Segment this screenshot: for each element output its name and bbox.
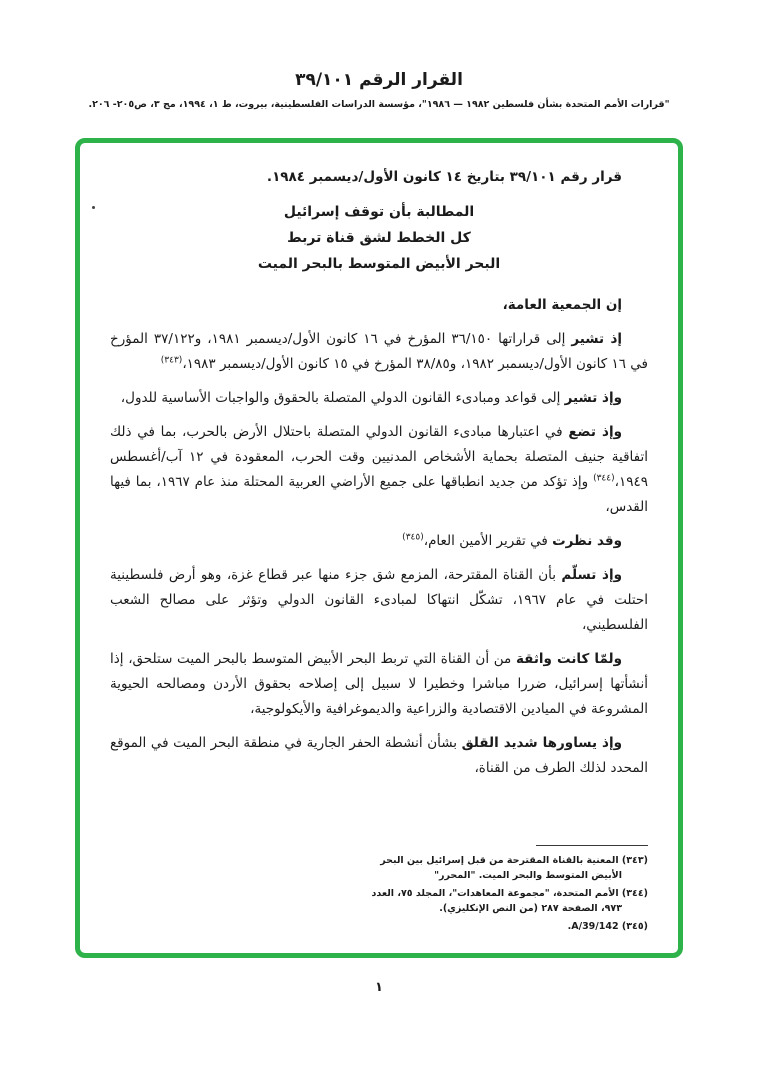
paragraph-text: وإذ تؤكد من جديد انطباقها على جميع الأراضي العربية المحتلة منذ عام ١٩٦٧، بما فيها القدس، [110,474,648,515]
paragraph-lead: إن الجمعية العامة، [502,297,622,313]
paragraph-lead: وإذ تضع [568,424,622,440]
paragraph-lead: وقد نظرت [552,533,622,549]
paragraph-text: في اعتبارها مبادىء القانون الدولي المتصلة باحتلال الأرض بالحرب، بما في ذلك اتفاقية جنيف المتصلة بحماية الأشخاص المدنيين وقت الحرب، المعقودة في ١٢ آب/أغسطس ١٩٤٩، [110,424,648,490]
footnote-separator [536,845,648,846]
footnote-block [348,845,648,937]
body-paragraph [110,386,648,411]
body-paragraph [110,563,648,638]
body-paragraph [110,420,648,520]
footnote-ref: (٣٤٣) [160,355,183,366]
source-citation: "قرارات الأمم المتحدة بشأن فلسطين ١٩٨٢ — ١٩٨٦"، مؤسسة الدراسات الفلسطينية، بيروت، ط ١، ١٩٩٤، مج ٣، ص٢٠٥- ٢٠٦. [88,99,670,110]
paragraph-text: في تقرير الأمين العام، [423,533,553,549]
paragraph-lead: وإذ تشير [564,390,622,406]
footnote: (٣٤٣) المعنية بالقناة المقترحة من قبل إسرائيل بين البحر الأبيض المتوسط والبحر الميت. "المحرر" [380,855,648,881]
body-paragraph [110,327,648,377]
paragraph-text: بأن القناة المقترحة، المزمع شق جزء منها عبر قطاع غزة، وهو أرض فلسطينية احتلت في عام ١٩٦٧، تشكّل انتهاكا لمبادىء القانون الدولي وتؤثر على مصالح الشعب الفلسطيني، [110,567,648,633]
body-paragraph [110,731,648,781]
footnotes [348,853,648,934]
paragraph-text: إلى قراراتها ٣٦/١٥٠ المؤرخ في ١٦ كانون الأول/ديسمبر ١٩٨١، و٣٧/١٢٢ المؤرخ في ١٦ كانون الأول/ديسمبر ١٩٨٢، و٣٨/٨٥ المؤرخ في ١٥ كانون الأول/ديسمبر ١٩٨٣، [110,331,648,372]
paragraph-lead: وإذ تسلّم [561,567,622,583]
document-title: القرار الرقم ٣٩/١٠١ [295,70,463,90]
resolution-title-line: المطالبة بأن توقف إسرائيل [283,204,475,220]
resolution-frame [75,138,683,958]
scan-artifact-dot [92,206,95,209]
paragraph-text: بشأن أنشطة الحفر الجارية في منطقة البحر الميت في الموقع المحدد لذلك الطرف من القناة، [110,735,648,776]
resolution-title-line: كل الخطط لشق قناة تربط [287,230,471,246]
paragraph-lead: ولمّا كانت واثقة [515,651,622,667]
paragraph-lead: وإذ يساورها شديد القلق [461,735,622,751]
page-number: ١ [375,980,383,995]
resolution-body [110,293,648,790]
footnote: (٣٤٥) A/39/142. [567,921,648,932]
body-paragraph [110,293,648,318]
paragraph-lead: إذ تشير [571,331,623,347]
footnote-ref: (٣٤٤) [593,473,615,484]
resolution-number-line: قرار رقم ٣٩/١٠١ بتاريخ ١٤ كانون الأول/ديسمبر ١٩٨٤. [266,169,622,185]
resolution-title [110,199,648,277]
resolution-title-line: البحر الأبيض المتوسط بالبحر الميت [257,256,501,272]
body-paragraph [110,647,648,722]
paragraph-text: إلى قواعد ومبادىء القانون الدولي المتصلة بالحقوق والواجبات الأساسية للدول، [120,390,565,406]
footnote-ref: (٣٤٥) [402,532,424,543]
body-paragraph [110,529,648,554]
paragraph-text: من أن القناة التي تربط البحر الأبيض المتوسط بالبحر الميت ستلحق، إذا أنشأتها إسرائيل، ضررا مباشرا وخطيرا لا سبيل إلى إصلاحه بحقوق الأردن ومصالحه الحيوية المشروعة في الميادين الاقتصادية والزراعية والديموغرافية والأيكولوجية، [110,651,648,717]
footnote: (٣٤٤) الأمم المتحدة، "مجموعة المعاهدات"، المجلد ٧٥، العدد ٩٧٣، الصفحة ٢٨٧ (من النص الإنكليزي). [371,888,648,914]
